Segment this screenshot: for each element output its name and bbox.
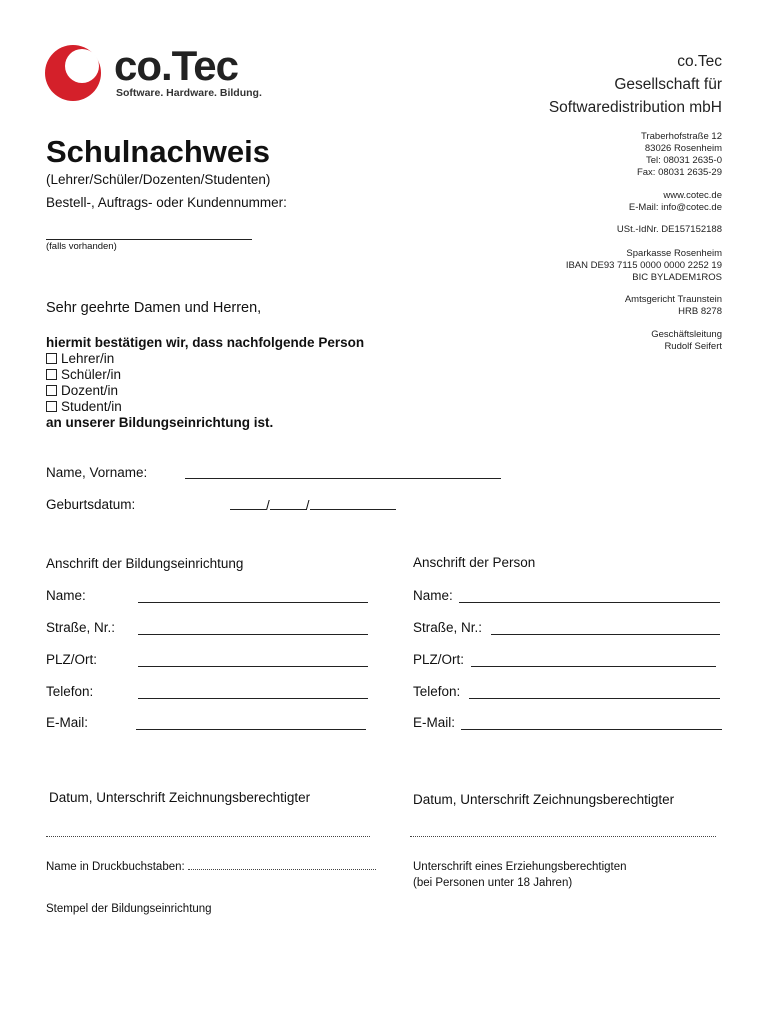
- role-option[interactable]: Dozent/in: [46, 383, 118, 398]
- contact-management: Geschäftsleitung Rudolf Seifert: [651, 329, 722, 352]
- name-label: Name, Vorname:: [46, 465, 148, 480]
- page-title: Schulnachweis: [46, 134, 270, 169]
- contact-web: www.cotec.de E-Mail: info@cotec.de: [628, 190, 722, 213]
- role-option[interactable]: Lehrer/in: [46, 351, 114, 366]
- institution-email-row[interactable]: E-Mail:: [46, 715, 88, 730]
- person-email-row[interactable]: E-Mail:: [413, 715, 455, 730]
- guardian-signature-note: Unterschrift eines Erziehungsberechtigten (bei Personen unter 18 Jahren): [413, 861, 627, 889]
- signature-right-field[interactable]: [410, 824, 716, 842]
- signature-right-label: Datum, Unterschrift Zeichnungsberechtigter: [413, 792, 675, 807]
- institution-heading: Anschrift der Bildungseinrichtung: [46, 556, 244, 571]
- stamp-label: Stempel der Bildungseinrichtung: [46, 903, 212, 915]
- person-phone-row[interactable]: Telefon:: [413, 684, 460, 699]
- contact-bank: Sparkasse Rosenheim IBAN DE93 7115 0000 0000 2252 19 BIC BYLADEM1ROS: [565, 248, 722, 283]
- person-heading: Anschrift der Person: [413, 555, 536, 570]
- confirm-intro: hiermit bestätigen wir, dass nachfolgende Person: [46, 335, 365, 350]
- order-number-hint: (falls vorhanden): [46, 241, 117, 252]
- person-city-row[interactable]: PLZ/Ort:: [413, 652, 464, 667]
- role-option[interactable]: Schüler/in: [46, 367, 121, 382]
- greeting: Sehr geehrte Damen und Herren,: [46, 300, 262, 316]
- institution-street-row[interactable]: Straße, Nr.:: [46, 620, 115, 635]
- company-name: [549, 50, 722, 119]
- institution-name-row[interactable]: Name:: [46, 588, 86, 603]
- company-line: co.Tec: [677, 53, 722, 70]
- contact-tax-id: USt.-IdNr. DE157152188: [616, 224, 722, 235]
- birthdate-label: Geburtsdatum:: [46, 497, 136, 512]
- logo-tagline: Software. Hardware. Bildung.: [116, 87, 262, 99]
- confirm-outro: an unserer Bildungseinrichtung ist.: [46, 415, 274, 430]
- checkbox[interactable]: [46, 369, 57, 380]
- page-subtitle: (Lehrer/Schüler/Dozenten/Studenten): [46, 172, 271, 187]
- person-street-row[interactable]: Straße, Nr.:: [413, 620, 482, 635]
- checkbox[interactable]: [46, 353, 57, 364]
- contact-court: Amtsgericht Traunstein HRB 8278: [624, 294, 722, 317]
- role-option[interactable]: Student/in: [46, 399, 122, 414]
- signature-left-field[interactable]: [46, 824, 370, 842]
- order-number-label: Bestell-, Auftrags- oder Kundennummer:: [46, 195, 287, 210]
- company-line: Gesellschaft für: [614, 76, 722, 93]
- name-field[interactable]: [185, 466, 501, 484]
- checkbox[interactable]: [46, 385, 57, 396]
- print-name-row[interactable]: Name in Druckbuchstaben:: [46, 859, 376, 873]
- signature-left-label: Datum, Unterschrift Zeichnungsberechtigter: [49, 790, 311, 805]
- logo-brand: co.Tec: [114, 42, 238, 89]
- institution-phone-row[interactable]: Telefon:: [46, 684, 93, 699]
- contact-address: Traberhofstraße 12 83026 Rosenheim Tel: 08031 2635-0 Fax: 08031 2635-29: [636, 131, 722, 178]
- checkbox[interactable]: [46, 401, 57, 412]
- company-line: Softwaredistribution mbH: [548, 99, 722, 116]
- institution-city-row[interactable]: PLZ/Ort:: [46, 652, 97, 667]
- birthdate-field[interactable]: / /: [230, 497, 396, 513]
- person-name-row[interactable]: Name:: [413, 588, 453, 603]
- cotec-logo-icon: [44, 44, 110, 102]
